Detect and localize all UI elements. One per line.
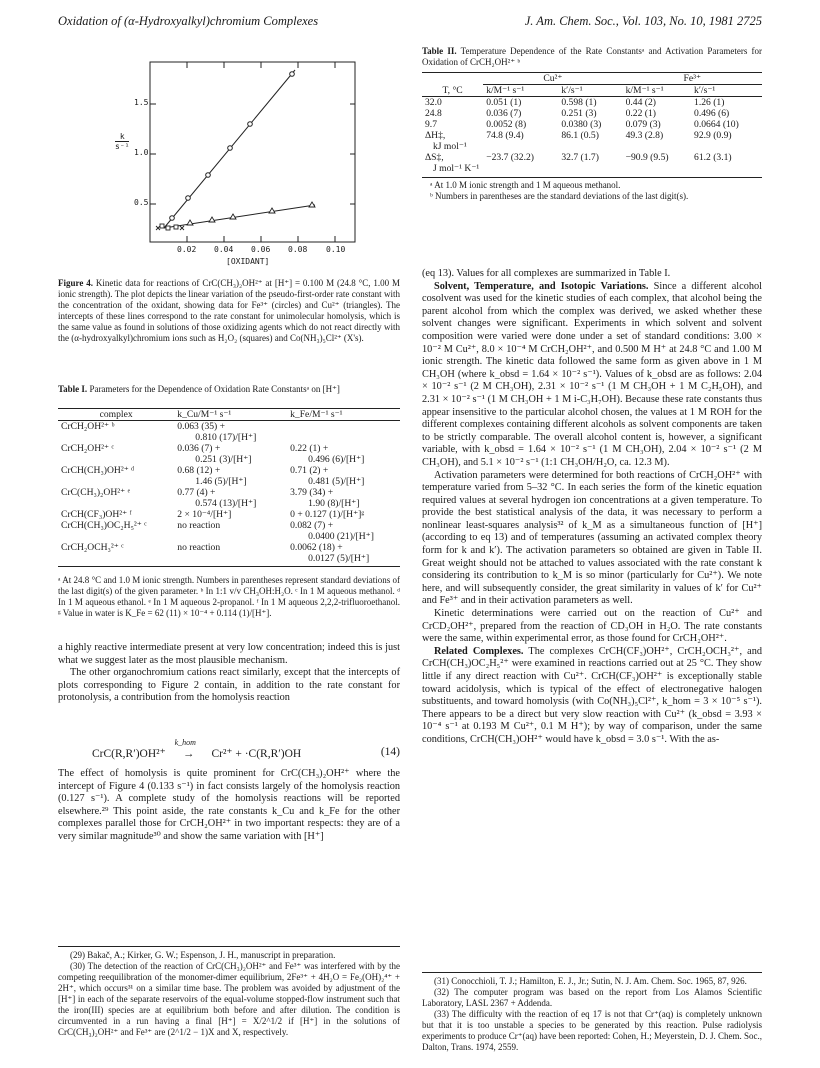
table-cell-line: 0.574 (13)/[H⁺] [195, 498, 257, 509]
table-cell [287, 520, 400, 542]
cu-point [230, 214, 236, 219]
running-header-left: Oxidation of (α-Hydroxyalkyl)chromium Complexes [58, 14, 319, 28]
table-cell: 0.0380 (3) [561, 119, 602, 130]
table-1-grid [58, 408, 400, 564]
table-row [422, 119, 762, 130]
table-cell-line: 1.90 (8)/[H⁺] [308, 498, 360, 509]
ds-unit: J mol⁻¹ K⁻¹ [433, 163, 480, 174]
section-heading: Related Complexes. [434, 645, 524, 657]
y-tick-label: 1.0 [134, 148, 149, 157]
table-cell: CrCH(CH₃)OC₂H₅²⁺ ᶜ [61, 520, 147, 531]
table-cell-line: 0.22 (1) + [290, 443, 329, 454]
table-row [58, 465, 400, 487]
paragraph-text: The complexes CrCH(CF₃)OH²⁺, CrCH₂OCH₃²⁺, and CrCH(CH₃)OC₂H₅²⁺ were examined in reactions carried out at 25 °C. They show little if any direct reaction with Cu²⁺. CrCH(CF₃)OH²⁺ is exceptionally stable toward acidolysis, which is typical of the effect of electronegative halogen substituents, and toward homolysis (with Co(NH₃)₅Cl²⁺, k_hom = 3 × 10⁻⁵ s⁻¹). There appears to be a direct but very slow reaction with Cu²⁺ (k_obsd = 3.93 × 10⁻⁴ s⁻¹ at 0.193 M Cu²⁺, 0.1 M H⁺); by way of comparison, under the same conditions, CrCH(CH₃)OH²⁺ would have k_obsd = 3.0 s⁻¹. With the as- [422, 645, 763, 745]
table-2-cell: −23.7 (32.2) [486, 152, 534, 163]
table-cell: 9.7 [425, 119, 437, 130]
cu-point [309, 202, 315, 207]
equation-lhs: CrC(R,R′)OH²⁺ [92, 748, 166, 760]
table-cell [287, 421, 400, 444]
equation-rate-constant: k_hom [174, 738, 196, 747]
table-cell-line: 0 + 0.127 (1)/[H⁺]ᵍ [290, 509, 365, 520]
right-footnotes [422, 976, 762, 1053]
ds-label: ΔS‡, [425, 152, 444, 163]
fe-point [248, 122, 253, 127]
table-1-title-text: Parameters for the Dependence of Oxidation Rate Constantsᵃ on [H⁺] [89, 384, 340, 394]
table-cell: CrC(CH₃)₂OH²⁺ ᵉ [61, 487, 131, 498]
table-cell-line: 0.0127 (5)/[H⁺] [308, 553, 370, 564]
table-cell: 24.8 [425, 108, 442, 119]
table-cell-line: no reaction [177, 520, 221, 531]
table-cell-line: 3.79 (34) + [290, 487, 334, 498]
dh-label: ΔH‡, [425, 130, 446, 141]
paragraph: (eq 13). Values for all complexes are summarized in Table I. [422, 268, 671, 279]
table-2-title-text: Temperature Dependence of the Rate Constantsᵃ and Activation Parameters for Oxidation of CrCH₂OH²⁺ ᵇ [422, 46, 763, 67]
table-cell [287, 487, 400, 509]
table-2-cell: 49.3 (2.8) [625, 130, 664, 141]
table-2-grid [422, 72, 762, 174]
table-cell: CrCH(CH₃)OH²⁺ ᵈ [61, 465, 135, 476]
table-cell: 0.0664 (10) [694, 119, 739, 130]
paragraph: The effect of homolysis is quite prominent for CrC(CH₃)₂OH²⁺ where the intercept of Figure 4 (0.133 s⁻¹) in fact consists largely of the homolysis reaction (0.127 s⁻¹). A complete study of the homolysis reactions will be reported elsewhere.²⁹ This point aside, the rate constants k_Cu and k_Fe for the other complexes parallel those for CrCH₂OH²⁺ in two important respects: they are of a very similar magnitude³⁰ and show the same variation with [H⁺] [58, 768, 400, 842]
table-1-header: complex [99, 409, 133, 420]
table-cell-line: 1.46 (5)/[H⁺] [195, 476, 247, 487]
table-cell-line: 0.251 (3)/[H⁺] [195, 454, 252, 465]
table-cell-line: 0.0062 (18) + [290, 542, 343, 553]
table-1-label: Table I. [58, 384, 88, 394]
table-cell-line: 0.036 (7) + [177, 443, 221, 454]
table-2 [422, 72, 762, 202]
fe-point [170, 216, 175, 221]
table-2-cell: −90.9 (9.5) [625, 152, 669, 163]
table-2-header: T, °C [442, 84, 463, 96]
table-cell: CrCH₂OH²⁺ ᶜ [61, 443, 114, 454]
fe-point [228, 146, 233, 151]
left-body [58, 642, 400, 705]
footnote-divider [422, 972, 762, 973]
running-header-right: J. Am. Chem. Soc., Vol. 103, No. 10, 1981 2725 [524, 14, 762, 28]
left-body-2 [58, 768, 400, 844]
table-row [58, 443, 400, 465]
figure-4-caption [58, 278, 400, 344]
table-cell [174, 542, 287, 564]
table-cell [174, 509, 287, 520]
figure-4 [100, 48, 400, 270]
table-cell [174, 520, 287, 542]
paragraph [422, 281, 762, 470]
table-row [58, 542, 400, 564]
table-cell: 0.496 (6) [694, 108, 730, 119]
table-1 [58, 408, 400, 567]
table-row [422, 97, 762, 109]
table-cell-line: 0.68 (12) + [177, 465, 221, 476]
table-row [58, 520, 400, 542]
table-cell [287, 443, 400, 465]
table-2-header: k′/s⁻¹ [561, 85, 583, 96]
table-cell-line: 0.496 (6)/[H⁺] [308, 454, 365, 465]
figure-4-caption-label: Figure 4. [58, 278, 93, 288]
figure-4-caption-text: Kinetic data for reactions of CrC(CH₃)₂OH²⁺ at [H⁺] = 0.100 M (24.8 °C, 1.00 M ionic strength). The plot depicts the linear variation of the pseudo-first-order rate constant with the concentration of the oxidant, showing data for Fe³⁺ (circles) and Cu²⁺ (triangles). The intercepts of these lines correspond to the rate constant for unimolecular homolysis, which is the same value as found in solutions of those oxidizing agents which do not react directly with the (α-hydroxyalkyl)chromium ions such as H₂O₂ (squares) and Co(NH₃)₅Cl²⁺ (X's). [58, 278, 400, 343]
table-cell [287, 509, 400, 520]
paragraph: a highly reactive intermediate present at very low concentration; indeed this is just what we suggest later as the most plausible mechanism. [58, 642, 400, 666]
x-tick-label: 0.02 [177, 245, 197, 254]
table-2-cell: 74.8 (9.4) [486, 130, 524, 141]
table-2-cell: 61.2 (3.1) [694, 152, 732, 163]
x-tick-label: 0.08 [288, 245, 308, 254]
x-tick-label: 0.04 [214, 245, 234, 254]
table-cell: 0.44 (2) [625, 97, 656, 108]
table-cell-line: 0.71 (2) + [290, 465, 329, 476]
table-2-cell: 92.9 (0.9) [694, 130, 732, 141]
y-axis-label-den: s⁻¹ [115, 142, 130, 151]
footnote: (30) The detection of the reaction of CrC(CH₃)₂OH²⁺ and Fe³⁺ was interfered with by the competing reequilibration of the monomer-dimer equilibrium, 2Fe³⁺ + 4H₂O = Fe₂(OH)₂⁴⁺ + 2H⁺, which occurs³¹ on a similar time base. The problem was avoided by adjustment of the [H⁺] in each of the separate reservoirs of the equal-volume stopped-flow instrument such that the iron(III) species are at equilibrium both before and after dilution. The condition is circumvented in a run having a final [H⁺] = X/2^1/2 if [H⁺] in the solutions of CrC(CH₃)₂OH²⁺ and Fe³⁺ are (2^1/2 − 1)X and X, respectively. [58, 961, 400, 1037]
dh-unit: kJ mol⁻¹ [433, 141, 467, 152]
table-cell: 0.22 (1) [625, 108, 656, 119]
equation-arrow: k_hom → [174, 738, 196, 760]
paragraph-text: Since a different alcohol cosolvent was used for the kinetic studies of each complex, that alcohol being the parent alcohol from which the complex was derived, we asked whether these solvent changes were significant. Experiments in which solvent and solvent composition were varied were done under a set of standard conditions: 3.00 × 10⁻² M Cu²⁺, 8.0 × 10⁻⁴ M CrCH₂OH²⁺, and 0.500 M H⁺ at 24.8 °C and 1.00 M ionic strength. The kinetic data followed the same form as given above in 1 M CH₃OH (where k_obsd = 1.64 × 10⁻² s⁻¹). Values of k_obsd are as follows: 2.04 × 10⁻² s⁻¹ (2 M CH₃OH), 2.31 × 10⁻² s⁻¹ (1 M CH₃OH + 1 M C₂H₅OH), and 2.31 × 10⁻² s⁻¹ (1 M CH₃OH + 1 M i-C₃H₇OH). Because these rate constants thus appear insensitive to the particular alcohol chosen, the values at 1 M ROH for the different complexes containing different alcohols as solvent components are taken to be strictly comparable. The overall alcohol content is, however, a significant variable, with k_obsd = 1.64 × 10⁻² s⁻¹ (1 M CH₃OH), 2.04 × 10⁻² s⁻¹ (2 M CH₃OH), and 5.1 × 10⁻² s⁻¹ (1:1 CH₃OH/H₂O, ca. 12.3 M). [422, 280, 763, 468]
table-cell [174, 465, 287, 487]
figure-4-plot [100, 48, 400, 270]
section-heading: Solvent, Temperature, and Isotopic Variations. [434, 280, 649, 292]
h2o2-point [166, 226, 170, 230]
table-1-title [58, 384, 400, 395]
footnote-divider [58, 946, 400, 947]
table-cell-line: 0.0400 (21)/[H⁺] [308, 531, 374, 542]
table-cell [174, 443, 287, 465]
table-cell-line: 0.481 (5)/[H⁺] [308, 476, 365, 487]
equation-number: (14) [380, 746, 400, 758]
x-tick-label: 0.10 [326, 245, 346, 254]
table-row [422, 108, 762, 119]
table-cell: 0.0052 (8) [486, 119, 527, 130]
equation-rhs: Cr²⁺ + ·C(R,R′)OH [211, 748, 302, 760]
table-cell [287, 542, 400, 564]
table-2-label: Table II. [422, 46, 457, 56]
table-2-ds-label [422, 152, 483, 174]
table-cell-line: 0.77 (4) + [177, 487, 216, 498]
y-axis-label-num: k [115, 132, 129, 142]
fe-point [290, 72, 295, 77]
table-1-header: k_Cu/M⁻¹ s⁻¹ [177, 409, 232, 420]
table-2-footnote-b: ᵇ Numbers in parentheses are the standard deviations of the last digit(s). [430, 191, 689, 201]
footnote: (29) Bakač, A.; Kirker, G. W.; Espenson, J. H., manuscript in preparation. [70, 950, 336, 960]
table-cell [174, 487, 287, 509]
fe-point [206, 173, 211, 178]
table-2-dh-label [422, 130, 483, 152]
table-2-cell: 32.7 (1.7) [561, 152, 599, 163]
table-cell-line: 2 × 10⁻⁴/[H⁺] [177, 509, 232, 520]
paragraph: Activation parameters were determined for both reactions of CrCH₂OH²⁺ with temperature varied from 5–32 °C. In each series the form of the kinetic equation required values at several hydrogen ion concentrations at a given temperature. To provide the best statistical analysis of the data, it was necessary to perform a nonlinear least-squares analysis³² of k_M as a simultaneous function of [H⁺] (according to eq 13) and of temperatures (assuming an activated complex theory form for k and k′). The activation parameters so obtained are given in Table II. Great weight should not be attached to values associated with the rate constant k considering its contribution to k_M is so minor (particularly for Cu²⁺). We note here, and will subsequently consider, the great similarity in values of k′ for Cu²⁺ and Fe³⁺ and in their activation parameters as well. [422, 469, 762, 607]
table-cell: 0.598 (1) [561, 97, 597, 108]
table-1-footnote: ᵃ At 24.8 °C and 1.0 M ionic strength. Numbers in parentheses represent standard deviations of the last digit(s) of the given parameter. ᵇ In 1:1 v/v CH₃OH:H₂O. ᶜ In 1 M aqueous methanol. ᵈ In 1 M aqueous ethanol. ᵉ In 1 M aqueous 2-propanol. ᶠ In 1 M aqueous 2,2,2-trifluoroethanol. ᵍ Value in water is K_Fe = 62 (11) × 10⁻⁴ + 0.114 (1)/[H⁺]. [58, 575, 400, 618]
h2o2-point [174, 225, 178, 229]
table-cell-line: 0.810 (17)/[H⁺] [195, 432, 257, 443]
table-cell [174, 421, 287, 444]
table-cell: 0.251 (3) [561, 108, 597, 119]
y-tick-label: 1.5 [134, 98, 149, 107]
equation-14 [92, 738, 400, 760]
table-2-group-cu: Cu²⁺ [483, 73, 622, 85]
table-cell: 1.26 (1) [694, 97, 725, 108]
cu-point [209, 217, 215, 222]
cu-point [187, 220, 193, 225]
x-tick-label: 0.06 [251, 245, 271, 254]
footnote: (31) Conocchioli, T. J.; Hamilton, E. J., Jr.; Sutin, N. J. Am. Chem. Soc. 1965, 87, 926. [434, 976, 747, 986]
cu-point [269, 208, 275, 213]
table-cell: 0.079 (3) [625, 119, 661, 130]
table-row [58, 487, 400, 509]
table-2-title [422, 46, 762, 68]
right-body [422, 268, 762, 747]
x-axis-label: [OXIDANT] [226, 257, 270, 266]
table-row [58, 421, 400, 444]
table-cell: 32.0 [425, 97, 442, 108]
table-cell: CrCH(CF₃)OH²⁺ ᶠ [61, 509, 132, 520]
table-cell-line: 0.063 (35) + [177, 421, 226, 432]
table-cell: 0.051 (1) [486, 97, 522, 108]
h2o2-point [160, 224, 164, 228]
table-cell: CrCH₂OH²⁺ ᵇ [61, 421, 115, 432]
table-1-header: k_Fe/M⁻¹ s⁻¹ [290, 409, 343, 420]
table-row [58, 509, 400, 520]
paragraph: The other organochromium cations react similarly, except that the intercepts of plots corresponding to Figure 2 contain, in addition to the rate constant for protonolysis, a contribution from the homolysis reaction [58, 667, 400, 704]
table-cell [287, 465, 400, 487]
table-2-header: k/M⁻¹ s⁻¹ [486, 85, 525, 96]
fe-point [186, 196, 191, 201]
left-footnotes [58, 950, 400, 1038]
table-2-header: k/M⁻¹ s⁻¹ [625, 85, 664, 96]
cu-fit-line [164, 205, 315, 228]
table-2-group-fe: Fe³⁺ [623, 73, 762, 85]
footnote: (32) The computer program was based on the report from Los Alamos Scientific Laboratory, LASL 2367 + Addenda. [422, 987, 762, 1008]
paragraph [422, 646, 762, 747]
table-cell: CrCH₂OCH₃²⁺ ᶜ [61, 542, 124, 553]
paragraph: Kinetic determinations were carried out on the reaction of Cu²⁺ and CrCD₂OH²⁺, prepared from the reaction of CD₃OH in H₂O. The rate constants were the same, within experimental error, as those found for CrCH₂OH²⁺. [422, 608, 762, 645]
table-2-header: k′/s⁻¹ [694, 85, 716, 96]
table-2-footnote-a: ᵃ At 1.0 M ionic strength and 1 M aqueous methanol. [430, 180, 621, 190]
y-axis-label [115, 132, 129, 151]
y-tick-label: 0.5 [134, 198, 149, 207]
footnote: (33) The difficulty with the reaction of eq 17 is not that Cr⁺(aq) is completely unknown but that it is too unstable a species to be generated by this reaction. Pulse radiolysis experiments to produce Cr⁺(aq) have been reported: Cohen, H.; Meyerstein, D. J. Chem. Soc., Dalton, Trans. 1974, 2559. [422, 1009, 762, 1052]
table-2-cell: 86.1 (0.5) [561, 130, 599, 141]
table-cell-line: 0.082 (7) + [290, 520, 334, 531]
table-cell: 0.036 (7) [486, 108, 522, 119]
table-cell-line: no reaction [177, 542, 221, 553]
